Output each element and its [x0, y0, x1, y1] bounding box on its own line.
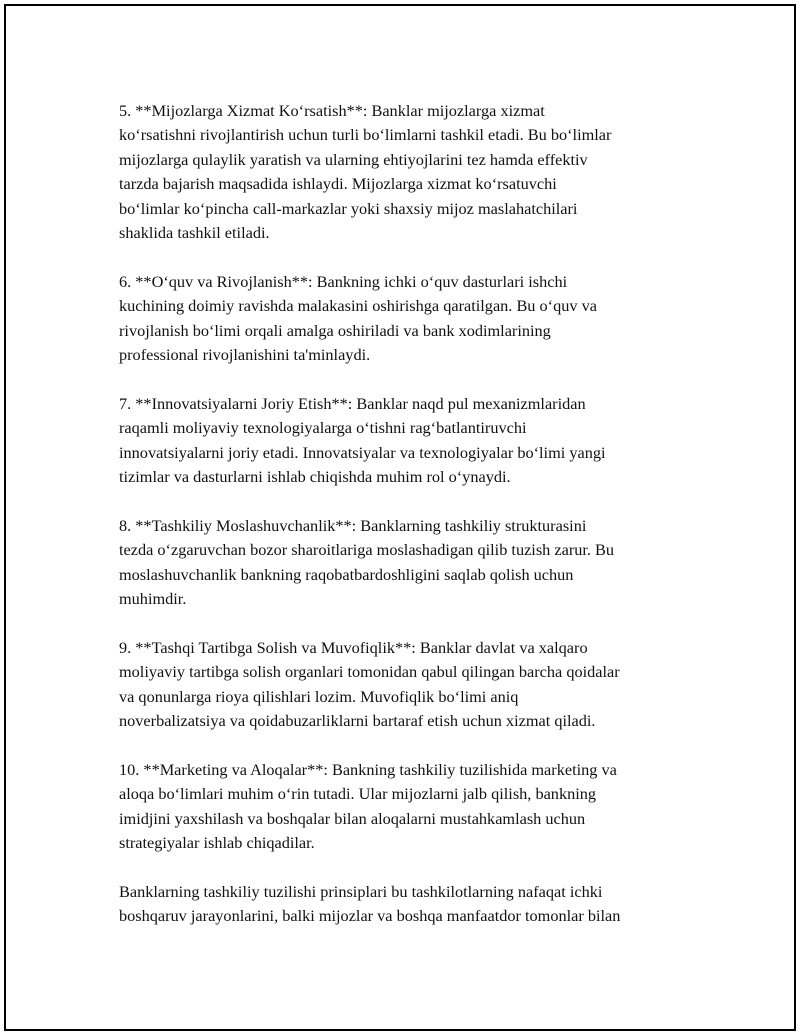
- text-line: moslashuvchanlik bankning raqobatbardoshligini saqlab qolish uchun: [119, 564, 574, 584]
- text-line: aloqa bo‘limlari muhim o‘rin tutadi. Ular mijozlarni jalb qilish, bankning: [119, 784, 597, 804]
- text-line: strategiyalar ishlab chiqadilar.: [119, 833, 315, 853]
- text-line: moliyaviy tartibga solish organlari tomonidan qabul qilingan barcha qoidalar: [119, 662, 620, 682]
- text-line: ko‘rsatishni rivojlantirish uchun turli bo‘limlarni tashkil etadi. Bu bo‘limlar: [119, 125, 612, 145]
- text-line: tizimlar va dasturlarni ishlab chiqishda muhim rol o‘ynaydi.: [119, 467, 511, 487]
- text-line: boshqaruv jarayonlarini, balki mijozlar va boshqa manfaatdor tomonlar bilan: [119, 906, 621, 926]
- text-line: shaklida tashkil etiladi.: [119, 223, 270, 243]
- text-line: innovatsiyalarni joriy etadi. Innovatsiyalar va texnologiyalar bo‘limi yangi: [119, 442, 606, 462]
- text-line: 7. **Innovatsiyalarni Joriy Etish**: Banklar naqd pul mexanizmlaridan: [119, 393, 586, 413]
- text-line: 10. **Marketing va Aloqalar**: Bankning tashkiliy tuzilishida marketing va: [119, 759, 617, 779]
- text-line: noverbalizatsiya va qoidabuzarliklarni bartaraf etish uchun xizmat qiladi.: [119, 711, 596, 731]
- paragraph-item-6: [119, 270, 699, 368]
- text-line: 8. **Tashkiliy Moslashuvchanlik**: Banklarning tashkiliy strukturasini: [119, 515, 587, 535]
- paragraph-item-7: [119, 392, 699, 490]
- text-line: tezda o‘zgaruvchan bozor sharoitlariga moslashadigan qilib tuzish zarur. Bu: [119, 540, 615, 560]
- paragraph-item-8: [119, 514, 699, 612]
- text-line: 6. **O‘quv va Rivojlanish**: Bankning ichki o‘quv dasturlari ishchi: [119, 271, 568, 291]
- text-line: imidjini yaxshilash va boshqalar bilan aloqalarni mustahkamlash uchun: [119, 808, 586, 828]
- paragraph-conclusion: [119, 880, 699, 929]
- paragraph-item-5: [119, 99, 699, 245]
- text-line: Banklarning tashkiliy tuzilishi prinsiplari bu tashkilotlarning nafaqat ichki: [119, 881, 603, 901]
- text-line: va qonunlarga rioya qilishlari lozim. Muvofiqlik bo‘limi aniq: [119, 686, 519, 706]
- text-line: raqamli moliyaviy texnologiyalarga o‘tishni rag‘batlantiruvchi: [119, 418, 527, 438]
- paragraph-item-9: [119, 636, 699, 734]
- text-line: 5. **Mijozlarga Xizmat Ko‘rsatish**: Banklar mijozlarga xizmat: [119, 101, 545, 120]
- text-line: tarzda bajarish maqsadida ishlaydi. Mijozlarga xizmat ko‘rsatuvchi: [119, 174, 557, 194]
- document-body: [119, 99, 699, 953]
- text-line: muhimdir.: [119, 589, 187, 609]
- text-line: 9. **Tashqi Tartibga Solish va Muvofiqlik**: Banklar davlat va xalqaro: [119, 637, 588, 657]
- text-line: rivojlanish bo‘limi orqali amalga oshiriladi va bank xodimlarining: [119, 320, 551, 340]
- paragraph-item-10: [119, 758, 699, 856]
- text-line: kuchining doimiy ravishda malakasini oshirishga qaratilgan. Bu o‘quv va: [119, 296, 597, 316]
- text-line: mijozlarga qulaylik yaratish va ularning ehtiyojlarini tez hamda effektiv: [119, 149, 588, 169]
- text-line: professional rivojlanishini ta'minlaydi.: [119, 345, 371, 365]
- page-frame: [4, 4, 796, 1031]
- text-line: bo‘limlar ko‘pincha call-markazlar yoki shaxsiy mijoz maslahatchilari: [119, 198, 578, 218]
